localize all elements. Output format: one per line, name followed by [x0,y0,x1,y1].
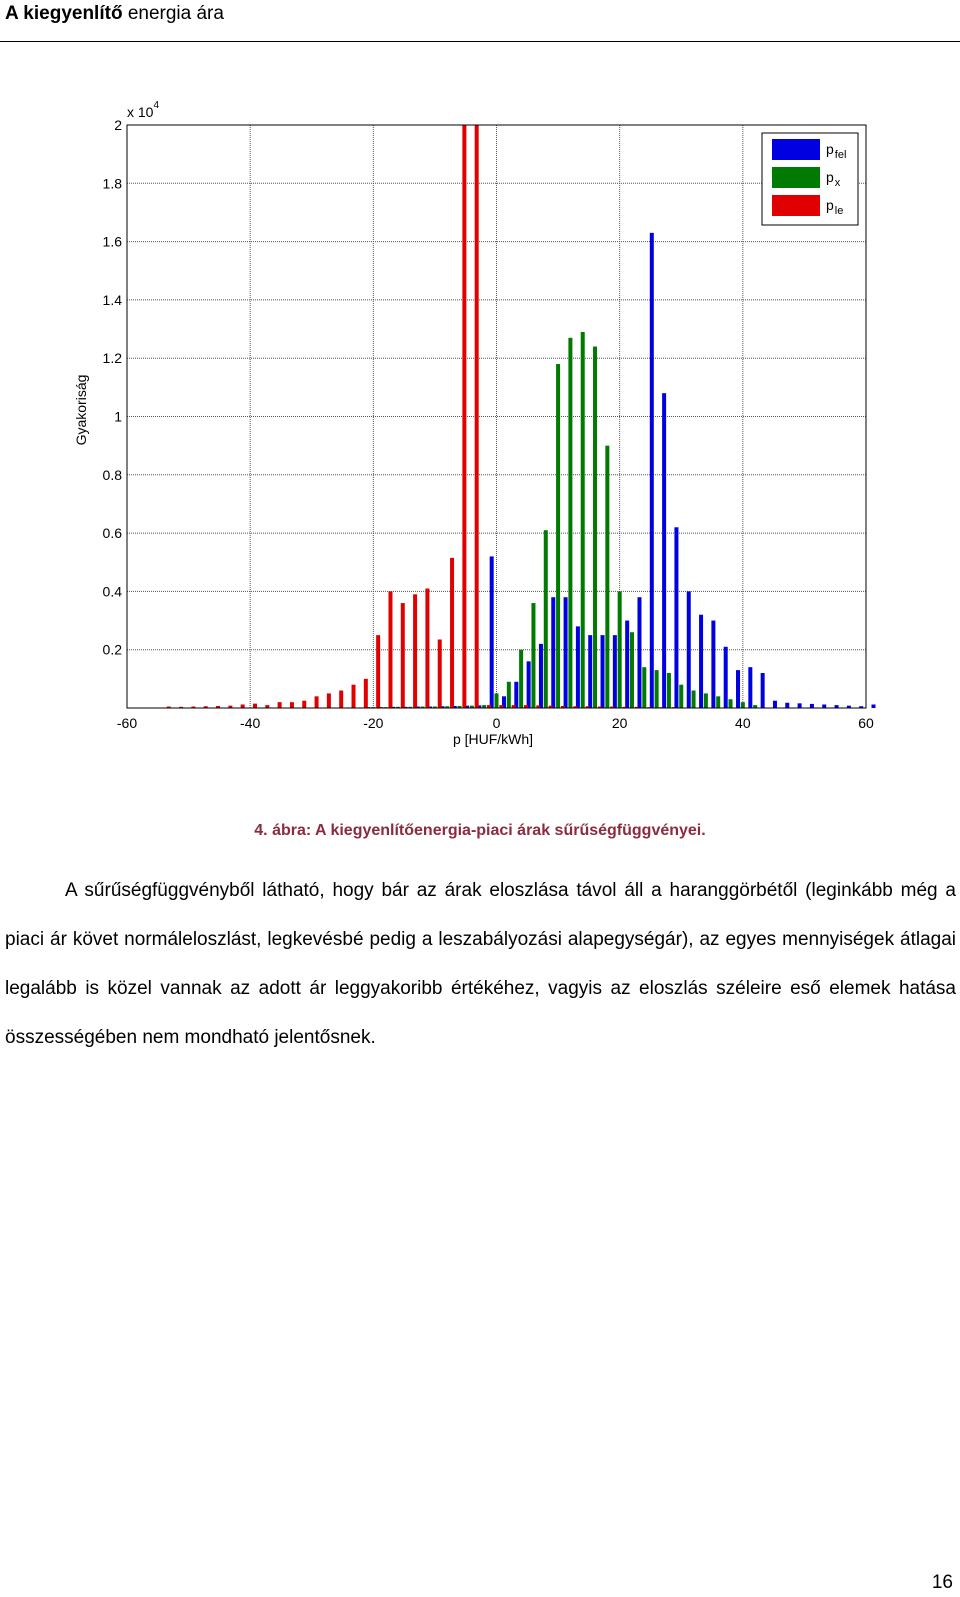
y-multiplier-base: x 10 [127,104,154,120]
x-tick-label: -20 [363,715,384,731]
bar-p_fel [601,635,605,708]
bar-p_fel [527,661,531,708]
bar-p_le [462,125,466,708]
bar-p_x [495,693,499,708]
y-tick-label: 1.2 [102,350,122,367]
x-axis-label: p [HUF/kWh] [452,731,534,747]
header-title-bold: A kiegyenlítő [5,3,123,24]
x-tick-label: 20 [611,715,628,731]
bar-p_x [556,364,560,708]
bar-p_fel [576,626,580,708]
bar-p_x [568,338,572,708]
bar-p_le [290,702,294,708]
bar-p_le [413,594,417,708]
bar-p_fel [539,644,543,708]
bar-p_fel [564,597,568,708]
bar-p_fel [736,670,740,708]
y-tick-label: 1.6 [102,233,122,250]
bar-p_fel [674,527,678,708]
bar-p_fel [773,701,777,708]
legend-swatch-p_fel [772,139,820,160]
bar-p_le [253,704,257,708]
x-tick-label: 60 [858,715,874,731]
bar-p_le [315,696,319,708]
bar-p_fel [872,705,876,709]
bar-p_x [692,691,696,708]
legend-label-p_x: $p_x$ [826,169,841,189]
legend-swatch-p_le [772,195,820,216]
bar-p_le [278,702,282,708]
page-number: 16 [931,1572,953,1593]
bar-p_le [401,603,405,708]
chart-grid [127,125,866,708]
bar-p_x [544,530,548,708]
y-tick-label: 0.6 [102,525,122,542]
bar-p_fel [798,703,802,708]
bar-p_fel [785,703,789,708]
bar-p_le [302,701,306,708]
bar-p_x [519,650,523,708]
bar-p_fel [588,635,592,708]
bar-p_fel [490,556,494,708]
y-multiplier [127,100,159,120]
chart-legend [762,133,858,225]
bar-p_fel [551,597,555,708]
bar-p_le [450,558,454,708]
bar-p_x [704,693,708,708]
bar-p_x [630,632,634,708]
bar-p_le [241,705,245,709]
bar-p_x [581,332,585,708]
bar-p_le [425,588,429,708]
bar-p_fel [822,705,826,709]
header-title-rest: energia ára [122,3,224,24]
bar-p_fel [810,704,814,708]
bar-p_fel [650,233,654,708]
bar-p_x [642,667,646,708]
bar-p_fel [662,393,666,708]
legend-label-p_fel: $p_{fel}$ [826,141,847,161]
y-tick-label: 0.2 [102,641,122,658]
bar-p_fel [637,597,641,708]
bar-p_le [364,679,368,708]
legend-label-p_le: $p_{le}$ [826,197,844,217]
bar-p_fel [613,635,617,708]
bar-p_x [679,685,683,708]
bar-p_x [605,446,609,708]
body-paragraph: A sűrűségfüggvényből látható, hogy bár az árak eloszlása távol áll a haranggörbétől (leginkább még a piaci ár követ normáleloszlást, legkevésbé pedig a leszabályozási alapegységár), az egyes mennyiségek átlagai legalább is közel vannak az adott ár leggyakoribb értékéhez, vagyis az eloszlás széleire eső elemek hatása összességében nem mondható jelentősnek. [5,880,956,1048]
x-tick-label: 0 [492,715,501,731]
bar-p_le [388,591,392,708]
header-divider [0,41,960,42]
page-header [5,1,224,27]
y-multiplier-exp: 4 [153,100,160,111]
bar-p_fel [748,667,752,708]
y-axis-label: Gyakoriság [73,374,89,446]
bar-p_le [376,635,380,708]
bar-p_x [618,591,622,708]
chart-ticks [103,117,874,731]
bar-p_x [716,696,720,708]
y-tick-label: 1.8 [102,175,122,192]
bar-p_fel [699,615,703,708]
figure-caption: 4. ábra: A kiegyenlítőenergia-piaci árak sűrűségfüggvényei. [254,822,706,839]
bar-p_x [655,670,659,708]
bar-p_fel [711,621,715,708]
bar-p_x [531,603,535,708]
y-tick-label: 1.4 [102,291,122,308]
bar-p_le [352,685,356,708]
bar-p_x [593,347,597,708]
x-tick-label: -60 [116,715,138,731]
bar-p_le [438,640,442,709]
bar-p_fel [687,591,691,708]
y-tick-label: 0.8 [102,466,122,483]
y-tick-label: 0.4 [102,583,122,600]
y-tick-label: 1 [114,408,122,425]
histogram-chart [0,88,960,768]
bar-p_fel [625,621,629,708]
bar-p_x [729,699,733,708]
bar-p_x [741,702,745,708]
bar-p_x [667,673,671,708]
bar-p_fel [514,682,518,708]
y-tick-label: 2 [114,117,122,133]
x-tick-label: 40 [735,715,751,731]
bar-p_le [475,125,479,708]
bar-p_le [339,691,343,708]
legend-swatch-p_x [772,167,820,188]
x-tick-label: -40 [240,715,261,731]
bar-p_fel [724,647,728,708]
bar-p_le [327,693,331,708]
bar-p_fel [761,673,765,708]
bar-p_x [507,682,511,708]
